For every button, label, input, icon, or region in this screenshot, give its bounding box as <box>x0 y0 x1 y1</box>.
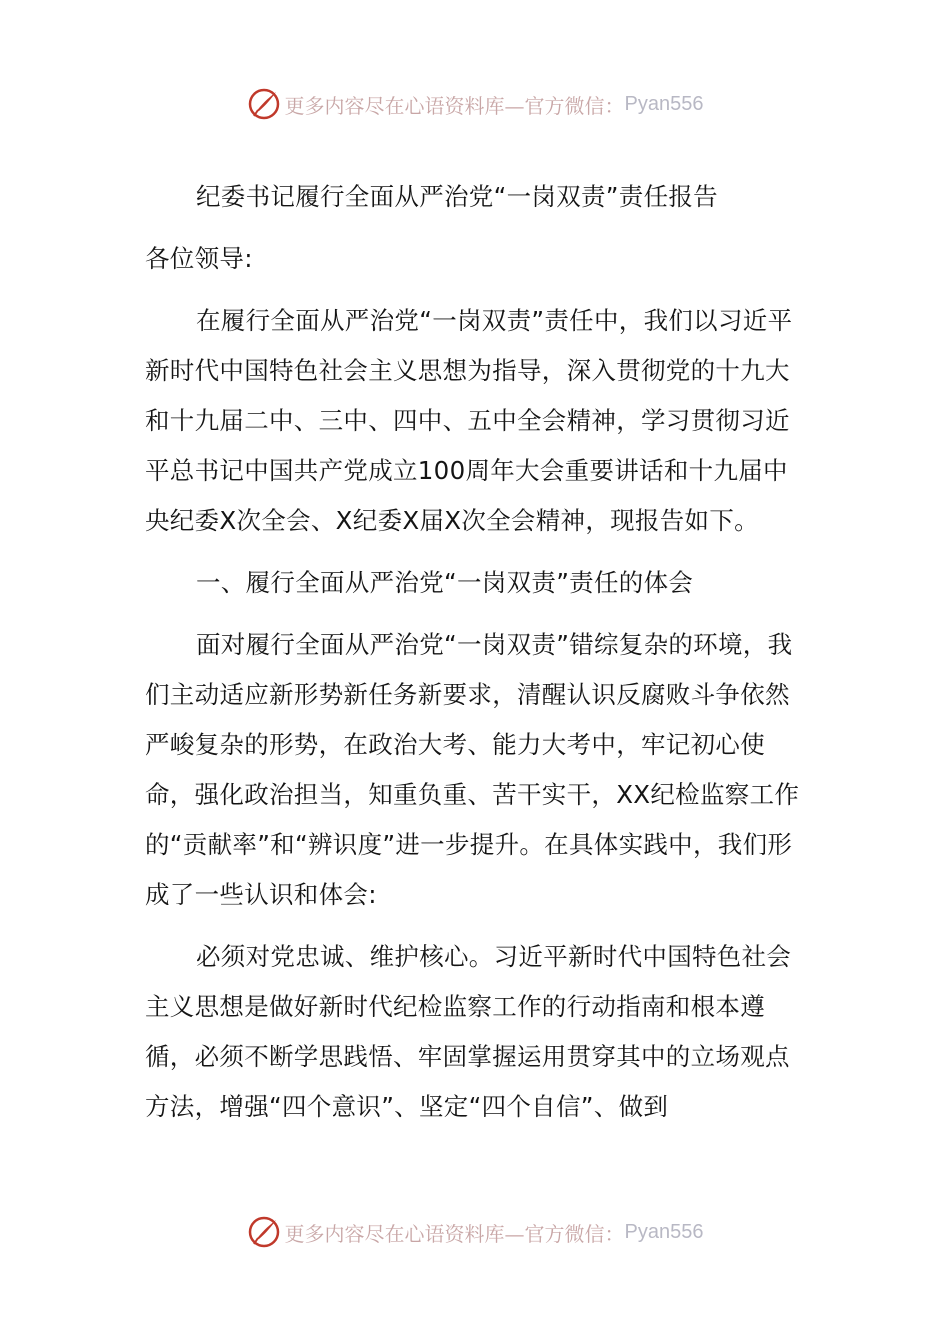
watermark-text: 更多内容尽在心语资料库—官方微信： <box>284 93 625 118</box>
paragraph-experience: 面对履行全面从严治党“一岗双责”错综复杂的环境，我们主动适应新形势新任务新要求，清醒认识反腐败斗争依然严峻复杂的形势，在政治大考、能力大考中，牢记初心使命，强化政治担当，知重负重、苦干实干，XX纪检监察工作的“贡献率”和“辨识度”进一步提升。在具体实践中，我们形成了一些认识和体会: <box>145 630 800 909</box>
quill-logo-icon <box>247 87 281 121</box>
salutation: 各位领导: <box>145 244 253 273</box>
document-title: 纪委书记履行全面从严治党“一岗双责”责任报告 <box>196 182 718 211</box>
section-heading: 一、履行全面从严治党“一岗双责”责任的体会 <box>196 568 694 597</box>
watermark-text: 更多内容尽在心语资料库—官方微信： <box>284 1221 625 1246</box>
watermark-wechat-id: Pyan556 <box>624 92 704 115</box>
paragraph-intro: 在履行全面从严治党“一岗双责”责任中，我们以习近平新时代中国特色社会主义思想为指导，深入贯彻党的十九大和十九届二中、三中、四中、五中全会精神，学习贯彻习近平总书记中国共产党成立100周年大会重要讲话和十九届中央纪委X次全会、X纪委X届X次全会精神，现报告如下。 <box>145 306 793 535</box>
document-body <box>145 172 805 1132</box>
paragraph-loyalty: 必须对党忠诚、维护核心。习近平新时代中国特色社会主义思想是做好新时代纪检监察工作的行动指南和根本遵循，必须不断学思践悟、牢固掌握运用贯穿其中的立场观点方法，增强“四个意识”、坚定“四个自信”、做到 <box>145 942 792 1121</box>
watermark-footer <box>0 1212 950 1252</box>
watermark-wechat-id: Pyan556 <box>624 1220 704 1243</box>
watermark-header <box>0 84 950 124</box>
quill-logo-icon <box>247 1215 281 1249</box>
